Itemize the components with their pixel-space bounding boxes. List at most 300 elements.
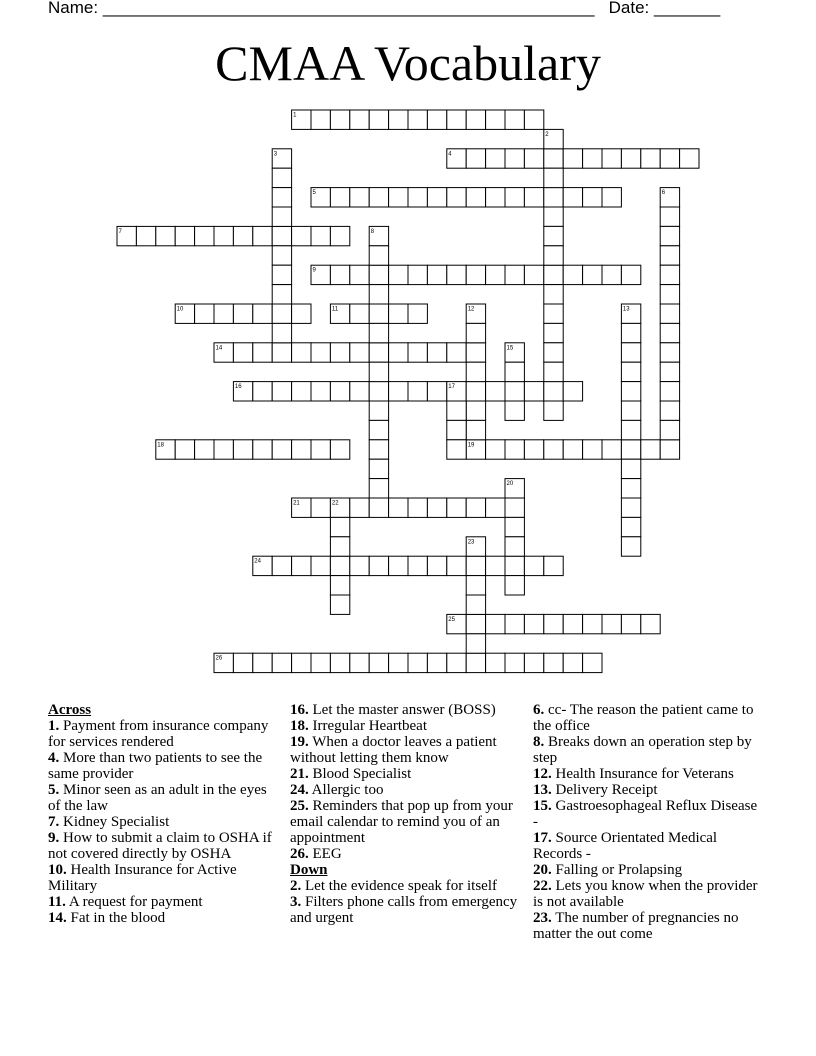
crossword-cell[interactable] (466, 188, 485, 207)
crossword-cell[interactable] (602, 440, 621, 459)
crossword-cell[interactable] (621, 401, 640, 420)
crossword-cell[interactable] (621, 382, 640, 401)
crossword-cell[interactable] (524, 653, 543, 672)
crossword-cell[interactable] (505, 576, 524, 595)
crossword-cell[interactable] (563, 653, 582, 672)
date-field[interactable]: _______ (654, 0, 721, 17)
crossword-cell[interactable] (621, 498, 640, 517)
clue-text: Falling or Prolapsing (551, 862, 683, 878)
crossword-cell[interactable] (369, 440, 388, 459)
crossword-cell[interactable] (466, 382, 485, 401)
crossword-cell[interactable] (427, 188, 446, 207)
clue-number-label: 7 (118, 228, 122, 235)
crossword-cell[interactable] (466, 323, 485, 342)
crossword-cell[interactable] (563, 382, 582, 401)
crossword-cell[interactable] (389, 498, 408, 517)
crossword-cell[interactable] (466, 634, 485, 653)
crossword-cell[interactable] (583, 440, 602, 459)
clue-number-label: 9 (312, 267, 316, 274)
clue-item (290, 798, 518, 846)
crossword-cell[interactable] (447, 420, 466, 439)
crossword-cell[interactable] (330, 653, 349, 672)
crossword-cell[interactable] (466, 401, 485, 420)
crossword-cell[interactable] (660, 401, 679, 420)
crossword-cell[interactable] (660, 285, 679, 304)
crossword-cell[interactable] (602, 188, 621, 207)
crossword-cell[interactable] (544, 168, 563, 187)
crossword-cell[interactable] (272, 556, 291, 575)
crossword-cell[interactable] (544, 343, 563, 362)
crossword-cell[interactable] (563, 188, 582, 207)
crossword-cell[interactable] (156, 226, 175, 245)
crossword-cell[interactable] (602, 149, 621, 168)
crossword-cell[interactable] (195, 226, 214, 245)
crossword-cell[interactable] (350, 498, 369, 517)
crossword-cell[interactable] (544, 440, 563, 459)
crossword-cell[interactable] (524, 382, 543, 401)
crossword-cell[interactable] (583, 149, 602, 168)
crossword-cell[interactable] (369, 285, 388, 304)
crossword-cell[interactable] (660, 382, 679, 401)
crossword-cell[interactable] (505, 188, 524, 207)
crossword-cell[interactable] (292, 556, 311, 575)
crossword-cell[interactable] (369, 343, 388, 362)
crossword-cell[interactable] (253, 653, 272, 672)
crossword-cell[interactable] (330, 556, 349, 575)
clue-number-label: 14 (215, 345, 223, 352)
crossword-cell[interactable] (621, 265, 640, 284)
crossword-cell[interactable] (427, 343, 446, 362)
crossword-cell[interactable] (524, 265, 543, 284)
crossword-cell[interactable] (486, 498, 505, 517)
clue-number-label: 13 (622, 306, 630, 313)
crossword-cell[interactable] (466, 595, 485, 614)
crossword-cell[interactable] (466, 556, 485, 575)
clue-item (290, 782, 518, 798)
clue-item (48, 830, 276, 862)
crossword-cell[interactable] (583, 614, 602, 633)
crossword-cell[interactable] (389, 304, 408, 323)
crossword-cell[interactable] (660, 226, 679, 245)
crossword-cell[interactable] (214, 304, 233, 323)
crossword-cell[interactable] (466, 498, 485, 517)
date-label: Date: (608, 0, 650, 17)
crossword-cell[interactable] (272, 343, 291, 362)
crossword-cell[interactable] (621, 614, 640, 633)
crossword-cell[interactable] (136, 226, 155, 245)
crossword-cell[interactable] (175, 440, 194, 459)
crossword-cell[interactable] (330, 537, 349, 556)
crossword-cell[interactable] (389, 188, 408, 207)
crossword-cell[interactable] (583, 188, 602, 207)
crossword-cell[interactable] (350, 265, 369, 284)
clue-item (290, 718, 518, 734)
crossword-cell[interactable] (505, 498, 524, 517)
crossword-cell[interactable] (330, 226, 349, 245)
name-field[interactable]: ____________________________________________________ (102, 0, 595, 17)
crossword-cell[interactable] (621, 440, 640, 459)
crossword-cell[interactable] (350, 343, 369, 362)
crossword-cell[interactable] (408, 498, 427, 517)
crossword-cell[interactable] (621, 517, 640, 536)
crossword-cell[interactable] (311, 343, 330, 362)
crossword-cell[interactable] (660, 440, 679, 459)
crossword-cell[interactable] (544, 556, 563, 575)
clue-text: Irregular Heartbeat (308, 718, 428, 734)
crossword-cell[interactable] (330, 110, 349, 129)
crossword-cell[interactable] (583, 265, 602, 284)
crossword-cell[interactable] (369, 459, 388, 478)
crossword-cell[interactable] (350, 556, 369, 575)
crossword-cell[interactable] (330, 343, 349, 362)
crossword-cell[interactable] (641, 440, 660, 459)
clue-number: 8. (533, 734, 545, 750)
crossword-cell[interactable] (524, 110, 543, 129)
crossword-cell[interactable] (292, 304, 311, 323)
clue-number: 25. (290, 798, 309, 814)
crossword-cell[interactable] (524, 556, 543, 575)
crossword-cell[interactable] (292, 382, 311, 401)
crossword-cell[interactable] (369, 420, 388, 439)
crossword-cell[interactable] (447, 440, 466, 459)
crossword-cell[interactable] (330, 576, 349, 595)
crossword-cell[interactable] (311, 440, 330, 459)
clue-text: Health Insurance for Active Military (48, 862, 237, 894)
crossword-cell[interactable] (272, 382, 291, 401)
crossword-cell[interactable] (350, 304, 369, 323)
crossword-cell[interactable] (505, 517, 524, 536)
crossword-cell[interactable] (544, 614, 563, 633)
clue-number: 26. (290, 846, 309, 862)
crossword-cell[interactable] (466, 265, 485, 284)
crossword-cell[interactable] (660, 246, 679, 265)
crossword-cell[interactable] (621, 420, 640, 439)
across-clue-list (48, 718, 276, 926)
crossword-cell[interactable] (408, 343, 427, 362)
crossword-cell[interactable] (272, 168, 291, 187)
crossword-cell[interactable] (272, 265, 291, 284)
clue-number-label: 8 (370, 228, 375, 235)
clue-number: 1. (48, 718, 60, 734)
clues-column-2 (290, 702, 518, 926)
crossword-cell[interactable] (427, 653, 446, 672)
clue-number: 10. (48, 862, 67, 878)
crossword-cell[interactable] (505, 362, 524, 381)
crossword-cell[interactable] (253, 226, 272, 245)
crossword-cell[interactable] (544, 382, 563, 401)
clue-text: Reminders that pop up from your email calendar to remind you of an appointment (290, 798, 513, 846)
crossword-cell[interactable] (544, 304, 563, 323)
crossword-cell[interactable] (427, 110, 446, 129)
crossword-cell[interactable] (680, 149, 699, 168)
crossword-cell[interactable] (621, 343, 640, 362)
crossword-cell[interactable] (253, 304, 272, 323)
crossword-cell[interactable] (233, 343, 252, 362)
crossword-cell[interactable] (350, 653, 369, 672)
crossword-cell[interactable] (272, 188, 291, 207)
crossword-cell[interactable] (447, 401, 466, 420)
crossword-cell[interactable] (486, 556, 505, 575)
crossword-cell[interactable] (486, 149, 505, 168)
clues-column-3 (533, 702, 761, 942)
crossword-cell[interactable] (660, 304, 679, 323)
crossword-cell[interactable] (330, 440, 349, 459)
crossword-cell[interactable] (369, 110, 388, 129)
crossword-cell[interactable] (544, 401, 563, 420)
crossword-cell[interactable] (621, 149, 640, 168)
crossword-cell[interactable] (524, 149, 543, 168)
crossword-cell[interactable] (563, 440, 582, 459)
crossword-cell[interactable] (660, 149, 679, 168)
crossword-cell[interactable] (272, 653, 291, 672)
clue-text: How to submit a claim to OSHA if not covered directly by OSHA (48, 830, 272, 862)
crossword-cell[interactable] (505, 556, 524, 575)
crossword-cell[interactable] (389, 556, 408, 575)
clue-text: Source Orientated Medical Records - (533, 830, 718, 862)
crossword-cell[interactable] (427, 556, 446, 575)
crossword-cell[interactable] (427, 382, 446, 401)
crossword-cell[interactable] (486, 382, 505, 401)
crossword-cell[interactable] (389, 265, 408, 284)
crossword-cell[interactable] (408, 653, 427, 672)
crossword-cell[interactable] (427, 265, 446, 284)
crossword-cell[interactable] (350, 188, 369, 207)
crossword-cell[interactable] (660, 207, 679, 226)
crossword-cell[interactable] (621, 537, 640, 556)
clue-item (533, 782, 761, 798)
crossword-cell[interactable] (524, 614, 543, 633)
crossword-cell[interactable] (466, 110, 485, 129)
crossword-cell[interactable] (369, 304, 388, 323)
crossword-cell[interactable] (583, 653, 602, 672)
crossword-cell[interactable] (524, 188, 543, 207)
crossword-cell[interactable] (621, 323, 640, 342)
crossword-cell[interactable] (330, 382, 349, 401)
crossword-cell[interactable] (505, 265, 524, 284)
crossword-cell[interactable] (253, 382, 272, 401)
crossword-cell[interactable] (660, 323, 679, 342)
crossword-cell[interactable] (175, 226, 194, 245)
crossword-cell[interactable] (195, 440, 214, 459)
crossword-cell[interactable] (272, 246, 291, 265)
crossword-cell[interactable] (602, 614, 621, 633)
crossword-cell[interactable] (486, 440, 505, 459)
clue-number: 3. (290, 894, 302, 910)
crossword-cell[interactable] (660, 265, 679, 284)
crossword-cell[interactable] (621, 362, 640, 381)
crossword-cell[interactable] (292, 653, 311, 672)
crossword-cell[interactable] (641, 149, 660, 168)
crossword-cell[interactable] (505, 614, 524, 633)
crossword-cell[interactable] (233, 440, 252, 459)
crossword-cell[interactable] (311, 110, 330, 129)
crossword-cell[interactable] (505, 653, 524, 672)
crossword-cell[interactable] (660, 343, 679, 362)
crossword-cell[interactable] (544, 285, 563, 304)
crossword-cell[interactable] (330, 517, 349, 536)
crossword-cell[interactable] (389, 382, 408, 401)
clue-text: Payment from insurance company for services rendered (48, 718, 269, 750)
crossword-cell[interactable] (466, 576, 485, 595)
crossword-cell[interactable] (486, 614, 505, 633)
crossword-cell[interactable] (466, 149, 485, 168)
clue-number-label: 15 (506, 345, 514, 352)
crossword-cell[interactable] (447, 265, 466, 284)
clue-number: 21. (290, 766, 309, 782)
crossword-cell[interactable] (311, 653, 330, 672)
crossword-cell[interactable] (369, 246, 388, 265)
crossword-cell[interactable] (544, 653, 563, 672)
crossword-cell[interactable] (563, 614, 582, 633)
crossword-cell[interactable] (272, 323, 291, 342)
crossword-cell[interactable] (544, 149, 563, 168)
crossword-cell[interactable] (233, 653, 252, 672)
crossword-cell[interactable] (660, 362, 679, 381)
crossword-cell[interactable] (486, 188, 505, 207)
crossword-cell[interactable] (330, 595, 349, 614)
crossword-cell[interactable] (408, 556, 427, 575)
crossword-cell[interactable] (544, 188, 563, 207)
clue-number-label: 3 (273, 151, 278, 158)
crossword-cell[interactable] (466, 420, 485, 439)
crossword-cell[interactable] (505, 382, 524, 401)
crossword-cell[interactable] (272, 285, 291, 304)
clue-item (533, 766, 761, 782)
crossword-cell[interactable] (447, 498, 466, 517)
crossword-cell[interactable] (447, 110, 466, 129)
crossword-cell[interactable] (389, 110, 408, 129)
clue-item (290, 894, 518, 926)
crossword-cell[interactable] (292, 226, 311, 245)
crossword-cell[interactable] (486, 265, 505, 284)
crossword-cell[interactable] (272, 207, 291, 226)
crossword-cell[interactable] (330, 265, 349, 284)
crossword-cell[interactable] (466, 614, 485, 633)
clue-text: cc- The reason the patient came to the office (533, 702, 754, 734)
crossword-cell[interactable] (233, 304, 252, 323)
crossword-cell[interactable] (408, 382, 427, 401)
crossword-cell[interactable] (408, 304, 427, 323)
crossword-cell[interactable] (272, 304, 291, 323)
crossword-cell[interactable] (563, 265, 582, 284)
crossword-cell[interactable] (408, 188, 427, 207)
clue-text: Minor seen as an adult in the eyes of the law (48, 782, 267, 814)
crossword-cell[interactable] (311, 226, 330, 245)
crossword-cell[interactable] (505, 537, 524, 556)
crossword-cell[interactable] (621, 459, 640, 478)
clue-item (533, 830, 761, 862)
crossword-cell[interactable] (330, 188, 349, 207)
crossword-cell[interactable] (447, 343, 466, 362)
crossword-cell[interactable] (563, 149, 582, 168)
clue-text: Fat in the blood (66, 910, 166, 926)
crossword-cell[interactable] (466, 653, 485, 672)
crossword-cell[interactable] (447, 653, 466, 672)
crossword-cell[interactable] (311, 498, 330, 517)
crossword-cell[interactable] (369, 323, 388, 342)
clue-number-label: 21 (293, 500, 300, 507)
crossword-cell[interactable] (427, 498, 446, 517)
clue-item (533, 862, 761, 878)
crossword-cell[interactable] (505, 401, 524, 420)
clue-item (533, 878, 761, 910)
crossword-cell[interactable] (233, 226, 252, 245)
crossword-cell[interactable] (369, 479, 388, 498)
crossword-cell[interactable] (253, 343, 272, 362)
crossword-cell[interactable] (369, 362, 388, 381)
crossword-cell[interactable] (214, 226, 233, 245)
crossword-cell[interactable] (447, 556, 466, 575)
crossword-cell[interactable] (486, 110, 505, 129)
clue-text: Blood Specialist (308, 766, 412, 782)
crossword-cell[interactable] (544, 265, 563, 284)
clue-number-label: 22 (331, 500, 339, 507)
crossword-cell[interactable] (369, 401, 388, 420)
crossword-cell[interactable] (466, 343, 485, 362)
crossword-cell[interactable] (350, 382, 369, 401)
clue-number: 23. (533, 910, 552, 926)
crossword-cell[interactable] (544, 323, 563, 342)
crossword-cell[interactable] (369, 188, 388, 207)
crossword-cell[interactable] (544, 246, 563, 265)
crossword-cell[interactable] (621, 479, 640, 498)
crossword-cell[interactable] (544, 226, 563, 245)
clue-number-label: 18 (157, 442, 164, 449)
crossword-cell[interactable] (311, 556, 330, 575)
crossword-cell[interactable] (505, 440, 524, 459)
crossword-cell[interactable] (292, 343, 311, 362)
crossword-cell[interactable] (369, 382, 388, 401)
clue-number-label: 2 (545, 131, 549, 138)
page-title: CMAA Vocabulary (215, 35, 601, 91)
crossword-cell[interactable] (253, 440, 272, 459)
clue-item (533, 798, 761, 830)
clue-item (48, 750, 276, 782)
crossword-cell[interactable] (292, 440, 311, 459)
crossword-cell[interactable] (544, 207, 563, 226)
crossword-cell[interactable] (195, 304, 214, 323)
crossword-cell[interactable] (486, 653, 505, 672)
name-label: Name: (48, 0, 99, 17)
crossword-cell[interactable] (369, 653, 388, 672)
crossword-cell[interactable] (311, 382, 330, 401)
crossword-cell[interactable] (214, 440, 233, 459)
crossword-cell[interactable] (272, 440, 291, 459)
crossword-cell[interactable] (466, 362, 485, 381)
crossword-cell[interactable] (369, 556, 388, 575)
crossword-cell[interactable] (389, 343, 408, 362)
crossword-cell[interactable] (544, 362, 563, 381)
crossword-cell[interactable] (524, 440, 543, 459)
crossword-cell[interactable] (350, 110, 369, 129)
crossword-cell[interactable] (447, 188, 466, 207)
clue-text: More than two patients to see the same provider (48, 750, 263, 782)
crossword-cell[interactable] (505, 149, 524, 168)
crossword-cell[interactable] (389, 653, 408, 672)
crossword-cell[interactable] (660, 420, 679, 439)
crossword-cell[interactable] (369, 265, 388, 284)
down-clue-list (290, 878, 518, 926)
crossword-cell[interactable] (408, 265, 427, 284)
crossword-cell[interactable] (408, 110, 427, 129)
crossword-cell[interactable] (272, 226, 291, 245)
crossword-cell[interactable] (505, 110, 524, 129)
clue-number: 13. (533, 782, 552, 798)
crossword-cell[interactable] (602, 265, 621, 284)
crossword-cell[interactable] (641, 614, 660, 633)
clue-number: 15. (533, 798, 552, 814)
crossword-cell[interactable] (369, 498, 388, 517)
